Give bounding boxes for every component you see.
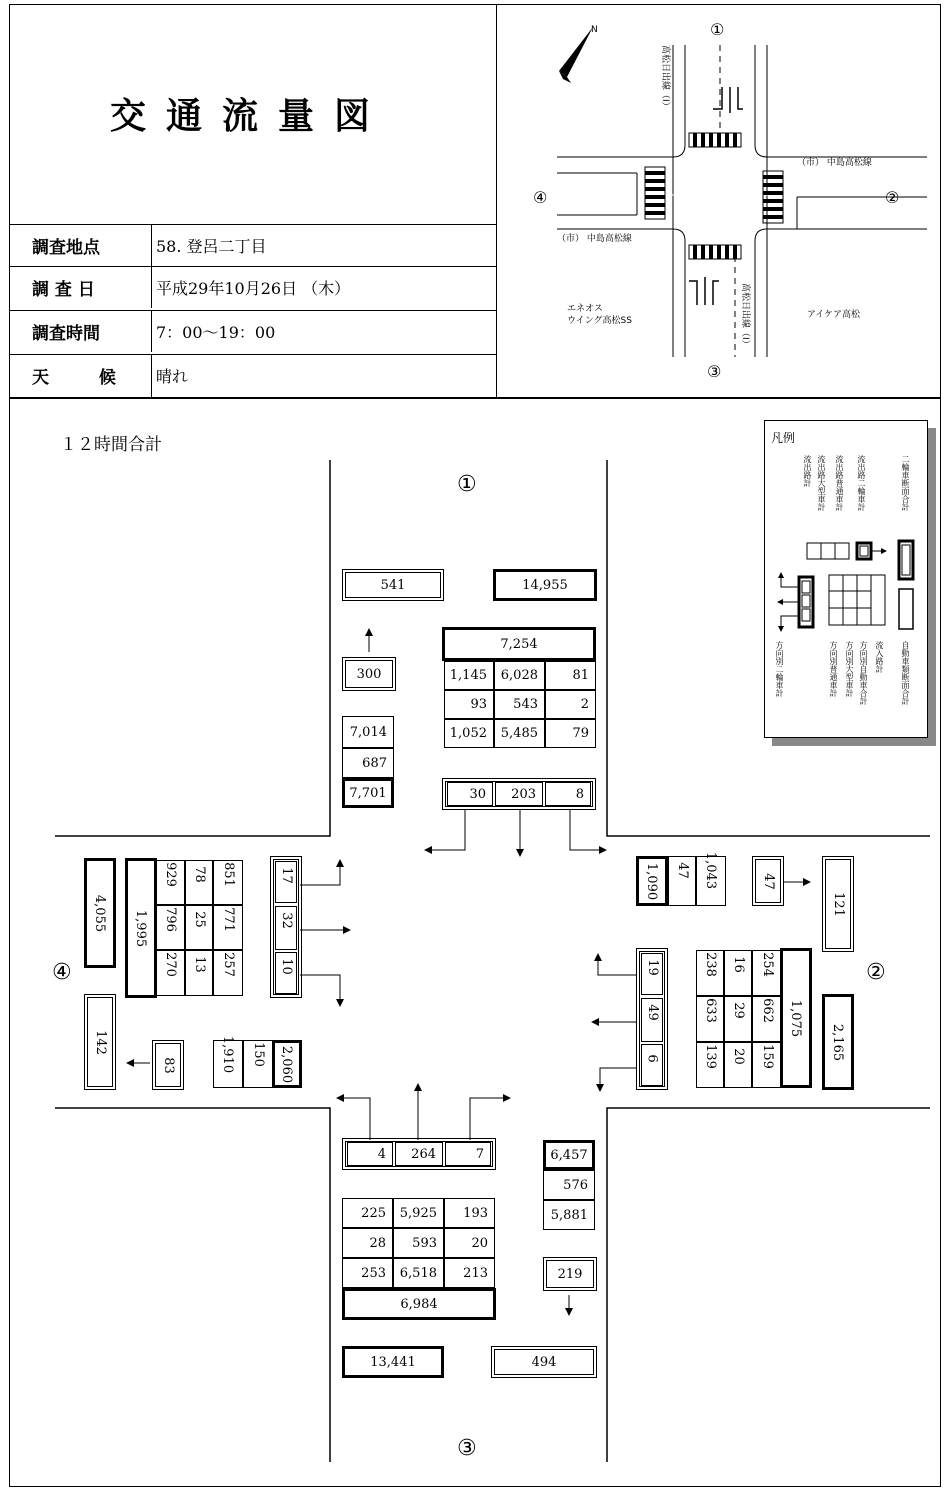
cell-value: 139: [702, 1044, 718, 1069]
legend-label: 流出路二輪車計: [857, 455, 866, 511]
north-dir-large: 2: [545, 690, 596, 719]
west-dir-moto: [275, 952, 297, 994]
east-outflow-moto-value: 47: [760, 872, 776, 890]
legend-label: 方向別二輪車計: [775, 641, 784, 697]
legend-label: 流出路普通車計: [835, 455, 844, 511]
legend: [764, 420, 928, 738]
cell-value: 32: [278, 912, 294, 929]
north-inflow-total: 7,254: [442, 627, 596, 661]
north-dir-total: 1,145: [444, 661, 494, 690]
north-moto-section: 541: [342, 569, 444, 601]
info-label: 調 査 日: [32, 280, 95, 300]
east-moto-section-value: 121: [830, 891, 846, 917]
east-outflow-total-value: 1,090: [644, 862, 660, 900]
east-dir-normal: [696, 950, 724, 996]
west-outflow-normal: [213, 1035, 243, 1088]
cell-value: 150: [250, 1042, 266, 1067]
east-dir-moto: [641, 953, 663, 995]
south-outflow-total: 6,457: [543, 1140, 595, 1170]
north-outflow-total: 7,701: [342, 778, 394, 808]
cell-value: 633: [702, 998, 718, 1023]
cell-value: 25: [191, 911, 207, 928]
west-vehicle-section: [84, 858, 116, 968]
map-label-1: ①: [710, 20, 725, 39]
map-label-4: ④: [533, 188, 548, 207]
east-dir-total: [752, 996, 782, 1042]
legend-label: 流入路計: [875, 641, 884, 673]
south-dir-normal: 5,925: [393, 1198, 444, 1228]
west-dir-moto: [275, 906, 297, 950]
east-dir-moto: [641, 1044, 663, 1086]
west-outflow-total: [272, 1040, 302, 1088]
cell-value: 254: [759, 952, 775, 977]
road-label-ns-top: 高松日出線（I）: [660, 45, 670, 111]
info-value: 晴れ: [156, 367, 189, 386]
cell-value: 270: [162, 952, 178, 977]
east-dir-large: [724, 950, 752, 996]
west-outflow-large: [243, 1040, 273, 1088]
north-dir-moto: 8: [545, 782, 591, 806]
west-moto-section-value: 142: [92, 1029, 108, 1055]
north-vehicle-section: 14,955: [493, 569, 597, 601]
approach-label-west: ④: [52, 960, 72, 985]
south-dir-large: 28: [342, 1228, 393, 1258]
west-dir-large: [185, 860, 213, 905]
south-dir-large: 20: [444, 1228, 495, 1258]
cell-value: 17: [278, 867, 294, 884]
north-dir-large: 93: [444, 690, 494, 719]
cell-value: 49: [644, 1004, 660, 1021]
north-outflow-large: 687: [342, 748, 394, 778]
north-dir-total: 6,028: [494, 661, 545, 690]
north-dir-normal: 1,052: [444, 719, 494, 748]
approach-label-north: ①: [457, 472, 477, 497]
info-label: 調査時間: [32, 324, 100, 344]
map-label-3: ③: [707, 362, 722, 381]
cell-value: 1,910: [220, 1035, 236, 1074]
road-label-ew-bottom: （市） 中島高松線: [557, 234, 632, 244]
legend-label: 自動車類断面合計: [901, 641, 910, 705]
place-label-sw-2: ウイング高松SS: [567, 316, 632, 326]
cell-value: 929: [162, 862, 178, 887]
north-dir-normal: 5,485: [494, 719, 545, 748]
cell-value: 20: [730, 1048, 746, 1065]
info-label: 天 候: [32, 368, 138, 388]
south-dir-moto: 264: [395, 1142, 443, 1166]
west-outflow-moto-value: 83: [160, 1056, 176, 1074]
cell-value: 1,043: [703, 851, 719, 890]
legend-title: 凡例: [771, 431, 796, 445]
east-dir-large: [724, 1042, 752, 1088]
south-dir-normal: 193: [444, 1198, 495, 1228]
west-moto-section: [84, 994, 116, 1090]
east-outflow-moto: [752, 856, 784, 906]
road-label-ew-top: （市） 中島高松線: [797, 158, 872, 168]
cell-value: 851: [220, 862, 236, 887]
north-dir-moto: 203: [495, 782, 543, 806]
east-outflow-normal: [696, 851, 726, 906]
south-vehicle-section: 13,441: [342, 1346, 444, 1378]
west-vehicle-section-value: 4,055: [92, 894, 108, 932]
legend-label: 流出路大型車計: [817, 455, 826, 511]
west-dir-moto: [275, 861, 297, 903]
east-dir-total: [752, 950, 782, 996]
east-dir-large: [724, 996, 752, 1042]
west-outflow-moto: [152, 1040, 184, 1090]
svg-text:N: N: [591, 25, 598, 35]
place-label-se: アイケア高松: [807, 310, 861, 320]
cell-value: 662: [759, 998, 775, 1023]
south-inflow-total: 6,984: [342, 1288, 496, 1320]
cell-value: 47: [674, 862, 690, 879]
west-dir-total: [213, 860, 243, 905]
west-inflow-total: [125, 858, 157, 998]
north-dir-moto: 30: [447, 782, 493, 806]
west-dir-total: [213, 905, 243, 950]
south-dir-moto: 7: [445, 1142, 491, 1166]
east-vehicle-section: [822, 994, 854, 1090]
east-inflow-total: [780, 948, 812, 1088]
cell-value: 10: [278, 958, 294, 975]
legend-label: 方向別大型車計: [845, 641, 854, 697]
info-value: 平成29年10月26日 （木）: [156, 279, 351, 298]
info-value: 7：00〜19：00: [156, 323, 276, 342]
south-dir-total: 6,518: [393, 1258, 444, 1288]
road-label-ns-bottom: 高松日出線（I）: [740, 283, 750, 349]
east-dir-normal: [696, 996, 724, 1042]
page-title: 交通流量図: [109, 96, 390, 137]
east-dir-total: [752, 1042, 782, 1088]
north-outflow-normal: 7,014: [342, 716, 394, 748]
south-outflow-large: 576: [543, 1170, 595, 1200]
period-label: １２時間合計: [60, 435, 162, 455]
west-dir-total: [213, 950, 243, 996]
cell-value: 16: [730, 956, 746, 973]
north-dir-normal: 79: [545, 719, 596, 748]
west-outflow-total-value: 2,060: [279, 1045, 295, 1083]
south-dir-moto: 4: [347, 1142, 393, 1166]
north-outflow-moto: 300: [342, 657, 396, 691]
cell-value: 771: [220, 907, 236, 932]
cell-value: 6: [644, 1054, 660, 1063]
cell-value: 19: [644, 959, 660, 976]
approach-label-south: ③: [457, 1436, 477, 1461]
east-outflow-total: [636, 856, 668, 906]
cell-value: 238: [702, 952, 718, 977]
info-value: 58. 登呂二丁目: [156, 237, 267, 256]
cell-value: 13: [191, 956, 207, 973]
east-vehicle-section-value: 2,165: [830, 1023, 846, 1061]
map-label-2: ②: [885, 188, 900, 207]
south-dir-total: 253: [342, 1258, 393, 1288]
cell-value: 257: [220, 952, 236, 977]
south-moto-section: 494: [491, 1346, 597, 1378]
east-moto-section: [822, 856, 854, 952]
east-dir-moto: [641, 998, 663, 1042]
west-dir-normal: [155, 860, 185, 905]
west-dir-normal: [155, 905, 185, 950]
east-outflow-large: [668, 856, 696, 906]
legend-label: 二輪車断面合計: [901, 455, 910, 511]
east-dir-normal: [696, 1042, 724, 1088]
cell-value: 159: [759, 1044, 775, 1069]
west-dir-large: [185, 950, 213, 996]
legend-label: 方向別自動車合計: [859, 641, 868, 705]
legend-label: 方向別普通車計: [829, 641, 838, 697]
south-dir-total: 213: [444, 1258, 495, 1288]
cell-value: 796: [162, 907, 178, 932]
north-dir-large: 543: [494, 690, 545, 719]
south-outflow-moto: 219: [543, 1257, 597, 1291]
south-dir-large: 593: [393, 1228, 444, 1258]
info-label: 調査地点: [32, 238, 100, 258]
west-dir-normal: [155, 950, 185, 996]
north-dir-total: 81: [545, 661, 596, 690]
cell-value: 78: [191, 866, 207, 883]
east-inflow-total-value: 1,075: [788, 999, 804, 1037]
legend-label: 流出路計: [803, 455, 812, 487]
west-dir-large: [185, 905, 213, 950]
south-dir-normal: 225: [342, 1198, 393, 1228]
place-label-sw: エネオス: [567, 304, 603, 314]
south-outflow-normal: 5,881: [543, 1200, 595, 1230]
approach-label-east: ②: [866, 960, 886, 985]
cell-value: 29: [730, 1002, 746, 1019]
west-inflow-total-value: 1,995: [133, 909, 149, 947]
